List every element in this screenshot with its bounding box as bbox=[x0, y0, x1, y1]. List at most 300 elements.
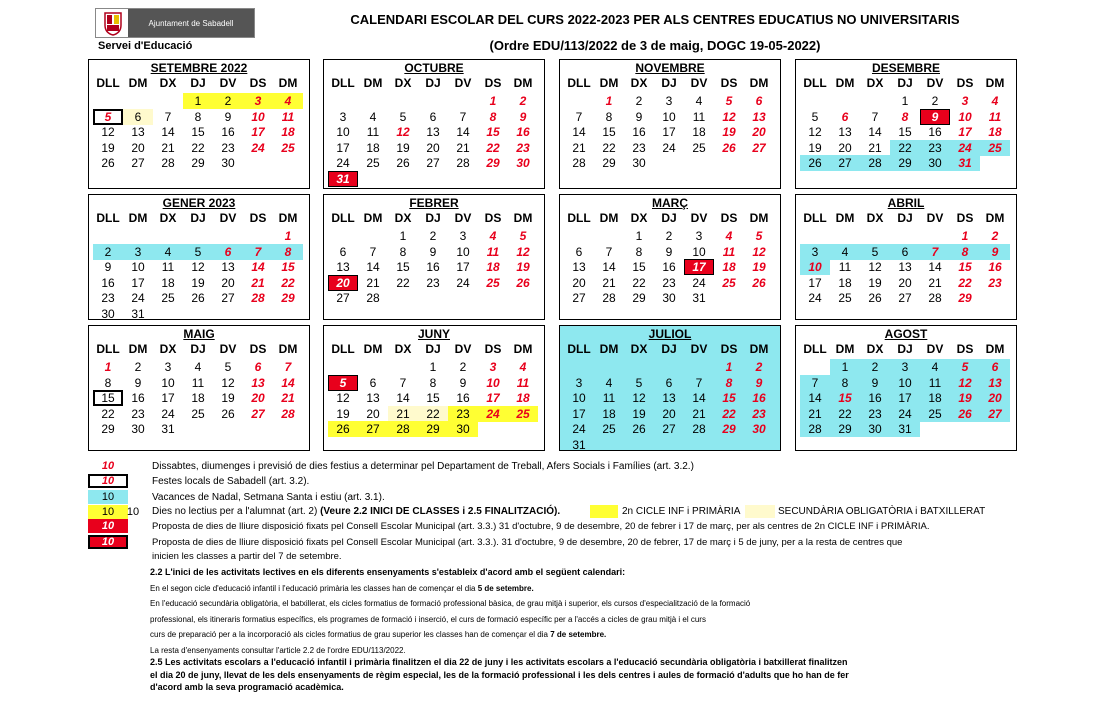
day-cell: 29 bbox=[890, 155, 920, 171]
day-cell: 7 bbox=[284, 360, 292, 374]
day-cell: 18 bbox=[838, 275, 852, 290]
empty-day-cell bbox=[448, 290, 478, 306]
empty-day-cell bbox=[418, 290, 448, 306]
week-row bbox=[89, 259, 309, 275]
weekday-header: DM bbox=[278, 76, 298, 90]
day-cell: 18 bbox=[486, 260, 500, 274]
service-name: Servei d'Educació bbox=[98, 40, 193, 52]
day-cell: 16 bbox=[752, 391, 766, 405]
weekday-header: DX bbox=[159, 342, 177, 356]
day-cell: 21 bbox=[572, 140, 586, 155]
week-row bbox=[89, 155, 309, 171]
day-cell: 3 bbox=[961, 94, 969, 108]
empty-day-cell bbox=[448, 93, 478, 109]
day-cell: 10 bbox=[890, 375, 920, 391]
day-cell: 20 bbox=[662, 406, 676, 421]
week-row bbox=[89, 275, 309, 291]
day-cell: 10 bbox=[336, 125, 350, 139]
empty-day-cell bbox=[654, 155, 684, 171]
empty-day-cell bbox=[950, 421, 980, 437]
page-title: CALENDARI ESCOLAR DEL CURS 2022-2023 PER ALS CENTRES EDUCATIUS NO UNIVERSITARIS bbox=[350, 12, 960, 27]
weekday-header: DV bbox=[690, 211, 708, 225]
day-cell: 8 bbox=[194, 109, 202, 124]
day-cell: 14 bbox=[161, 125, 175, 139]
day-cell: 24 bbox=[950, 140, 980, 156]
legend-yellow-label: 2n CICLE INF i PRIMÀRIA bbox=[622, 506, 741, 517]
day-cell: 11 bbox=[988, 109, 1002, 124]
day-cell: 15 bbox=[281, 260, 295, 274]
day-cell: 22 bbox=[281, 275, 295, 290]
note-2-5-a: 2.5 Les activitats escolars a l'educació infantil i primària finalitzen el dia 22 de juny i les activitats escolars a l'educació secundària obligatòria i batxillerat finalitzen bbox=[150, 657, 848, 667]
day-cell: 3 bbox=[489, 360, 497, 374]
weekday-header: DJ bbox=[661, 76, 677, 90]
day-cell: 10 bbox=[161, 375, 175, 390]
day-cell: 18 bbox=[366, 140, 380, 155]
weekday-header: DM bbox=[363, 342, 383, 356]
day-cell: 6 bbox=[429, 109, 437, 124]
day-cell: 24 bbox=[662, 140, 676, 155]
note-line-5: La resta d'ensenyaments consultar l'article 2.2 de l'ordre EDU/113/2022. bbox=[150, 645, 406, 655]
month-name: MARÇ bbox=[652, 196, 688, 210]
empty-day-cell bbox=[243, 421, 273, 437]
day-cell: 31 bbox=[328, 171, 358, 187]
day-cell: 7 bbox=[164, 109, 172, 124]
note-4-text: curs de preparació per a la incorporació als cicles formatius de grau superior les classes han de començar el dia bbox=[150, 630, 548, 639]
empty-day-cell bbox=[388, 171, 418, 187]
day-cell: 21 bbox=[602, 275, 616, 290]
day-cell: 2 bbox=[213, 93, 243, 109]
day-cell: 20 bbox=[131, 140, 145, 155]
week-row bbox=[560, 375, 780, 391]
weekday-header: DM bbox=[513, 342, 533, 356]
day-cell: 31 bbox=[161, 422, 175, 436]
week-row bbox=[796, 228, 1016, 244]
week-row bbox=[560, 93, 780, 109]
empty-day-cell bbox=[684, 359, 714, 375]
note-1-date: 5 de setembre. bbox=[477, 583, 534, 593]
week-row bbox=[796, 259, 1016, 275]
weekday-header: DM bbox=[599, 76, 619, 90]
day-cell: 26 bbox=[722, 140, 736, 155]
empty-day-cell bbox=[273, 155, 303, 171]
day-cell: 13 bbox=[336, 260, 350, 274]
weekday-header: DX bbox=[394, 76, 412, 90]
day-cell: 9 bbox=[920, 109, 950, 125]
notes-section bbox=[150, 565, 1090, 658]
weekday-header: DM bbox=[278, 342, 298, 356]
day-cell: 9 bbox=[104, 260, 112, 274]
day-cell: 15 bbox=[426, 391, 440, 405]
day-cell: 20 bbox=[752, 125, 766, 139]
day-cell: 13 bbox=[572, 260, 586, 274]
day-cell: 14 bbox=[251, 260, 265, 274]
legend-nonteaching-swatch-2: 10 bbox=[126, 506, 140, 518]
day-cell: 19 bbox=[752, 260, 766, 274]
day-cell: 1 bbox=[429, 360, 437, 374]
day-cell: 13 bbox=[131, 125, 145, 139]
day-cell: 9 bbox=[519, 109, 527, 124]
day-cell: 4 bbox=[369, 109, 377, 124]
weekday-header: DJ bbox=[897, 76, 913, 90]
day-cell: 13 bbox=[838, 125, 852, 139]
weekday-header: DM bbox=[128, 76, 148, 90]
day-cell: 28 bbox=[860, 155, 890, 171]
weekday-header: DJ bbox=[425, 211, 441, 225]
month-name: OCTUBRE bbox=[404, 61, 464, 75]
day-cell: 17 bbox=[958, 125, 972, 139]
day-cell: 5 bbox=[93, 109, 123, 125]
day-cell: 25 bbox=[281, 140, 295, 155]
day-cell: 22 bbox=[632, 275, 646, 290]
week-row bbox=[560, 244, 780, 260]
week-row bbox=[796, 155, 1016, 171]
day-cell: 31 bbox=[692, 291, 706, 305]
week-row bbox=[89, 359, 309, 375]
empty-day-cell bbox=[830, 93, 860, 109]
month-name: FEBRER bbox=[409, 196, 459, 210]
day-cell: 3 bbox=[800, 244, 830, 260]
day-cell: 19 bbox=[950, 390, 980, 406]
empty-day-cell bbox=[830, 228, 860, 244]
month-name: GENER 2023 bbox=[162, 196, 236, 210]
weekday-header: DS bbox=[720, 76, 738, 90]
empty-day-cell bbox=[714, 290, 744, 306]
weekday-header: DV bbox=[454, 342, 472, 356]
day-cell: 25 bbox=[191, 406, 205, 421]
month-octubre bbox=[323, 59, 545, 189]
day-cell: 14 bbox=[281, 375, 295, 390]
month-desembre bbox=[795, 59, 1017, 189]
day-cell: 7 bbox=[459, 109, 467, 124]
day-cell: 1 bbox=[605, 94, 613, 108]
empty-day-cell bbox=[153, 228, 183, 244]
day-cell: 28 bbox=[602, 291, 616, 305]
day-cell: 27 bbox=[336, 291, 350, 305]
weekday-header: DM bbox=[513, 76, 533, 90]
day-cell: 28 bbox=[388, 421, 418, 437]
day-cell: 8 bbox=[830, 375, 860, 391]
weekday-header: DV bbox=[926, 211, 944, 225]
week-row bbox=[89, 421, 309, 437]
week-row bbox=[796, 375, 1016, 391]
empty-day-cell bbox=[448, 171, 478, 187]
day-cell: 30 bbox=[860, 421, 890, 437]
day-cell: 21 bbox=[388, 406, 418, 422]
day-cell: 20 bbox=[426, 140, 440, 155]
day-cell: 28 bbox=[800, 421, 830, 437]
day-cell: 23 bbox=[221, 140, 235, 155]
day-cell: 29 bbox=[602, 156, 616, 170]
empty-day-cell bbox=[243, 306, 273, 322]
empty-day-cell bbox=[478, 171, 508, 187]
week-row bbox=[324, 406, 544, 422]
day-cell: 1 bbox=[399, 229, 407, 243]
empty-day-cell bbox=[478, 290, 508, 306]
day-cell: 25 bbox=[366, 156, 380, 170]
legend-nonteaching-label: Dies no lectius per a l'alumnat (art. 2) bbox=[152, 506, 318, 517]
empty-day-cell bbox=[654, 437, 684, 453]
month-gener bbox=[88, 194, 310, 320]
day-cell: 9 bbox=[134, 375, 142, 390]
day-cell: 21 bbox=[692, 406, 706, 421]
day-cell: 9 bbox=[755, 375, 763, 390]
day-cell: 26 bbox=[328, 421, 358, 437]
day-cell: 19 bbox=[221, 391, 235, 405]
weekday-header-row bbox=[324, 210, 544, 226]
empty-day-cell bbox=[594, 437, 624, 453]
day-cell: 12 bbox=[191, 260, 205, 274]
empty-day-cell bbox=[860, 228, 890, 244]
day-cell: 21 bbox=[456, 140, 470, 155]
weekday-header-row bbox=[560, 210, 780, 226]
empty-day-cell bbox=[744, 290, 774, 306]
weekday-header: DS bbox=[720, 211, 738, 225]
day-cell: 11 bbox=[722, 244, 736, 259]
day-cell: 25 bbox=[602, 422, 616, 436]
day-cell: 2 bbox=[635, 94, 643, 108]
legend-yellow-swatch bbox=[590, 505, 618, 518]
week-row bbox=[89, 306, 309, 322]
weekday-header: DX bbox=[630, 211, 648, 225]
weekday-header: DJ bbox=[190, 211, 206, 225]
empty-day-cell bbox=[183, 421, 213, 437]
month-name: SETEMBRE 2022 bbox=[150, 61, 248, 75]
day-cell: 16 bbox=[632, 125, 646, 139]
day-cell: 24 bbox=[572, 422, 586, 436]
day-cell: 19 bbox=[396, 140, 410, 155]
empty-day-cell bbox=[654, 359, 684, 375]
weekday-header: DJ bbox=[661, 342, 677, 356]
day-cell: 3 bbox=[339, 109, 347, 124]
day-cell: 23 bbox=[426, 275, 440, 290]
logo-text: Ajuntament de Sabadell bbox=[128, 9, 254, 37]
day-cell: 16 bbox=[101, 275, 115, 290]
empty-day-cell bbox=[594, 228, 624, 244]
weekday-header-row bbox=[89, 75, 309, 91]
day-cell: 15 bbox=[602, 125, 616, 139]
day-cell: 10 bbox=[486, 375, 500, 390]
day-cell: 6 bbox=[123, 109, 153, 125]
empty-day-cell bbox=[624, 359, 654, 375]
empty-day-cell bbox=[183, 306, 213, 322]
day-cell: 25 bbox=[161, 291, 175, 305]
day-cell: 27 bbox=[358, 421, 388, 437]
empty-day-cell bbox=[358, 93, 388, 109]
day-cell: 11 bbox=[281, 109, 295, 124]
day-cell: 21 bbox=[800, 406, 830, 422]
day-cell: 10 bbox=[692, 244, 706, 259]
weekday-header-row bbox=[324, 75, 544, 91]
day-cell: 17 bbox=[161, 391, 175, 405]
weekday-header: DV bbox=[219, 76, 237, 90]
week-row bbox=[324, 375, 544, 391]
weekday-header-row bbox=[89, 210, 309, 226]
day-cell: 7 bbox=[800, 375, 830, 391]
day-cell: 20 bbox=[366, 406, 380, 421]
empty-day-cell bbox=[564, 228, 594, 244]
day-cell: 26 bbox=[950, 406, 980, 422]
week-row bbox=[560, 406, 780, 422]
day-cell: 8 bbox=[489, 109, 497, 124]
day-cell: 24 bbox=[251, 140, 265, 155]
day-cell: 14 bbox=[602, 260, 616, 274]
week-row bbox=[796, 93, 1016, 109]
day-cell: 18 bbox=[516, 391, 530, 405]
weekday-header: DM bbox=[985, 76, 1005, 90]
day-cell: 27 bbox=[898, 291, 912, 305]
week-row bbox=[560, 124, 780, 140]
day-cell: 1 bbox=[725, 360, 733, 374]
day-cell: 8 bbox=[605, 109, 613, 124]
day-cell: 1 bbox=[104, 360, 112, 374]
day-cell: 30 bbox=[920, 155, 950, 171]
day-cell: 26 bbox=[632, 422, 646, 436]
day-cell: 22 bbox=[830, 406, 860, 422]
empty-day-cell bbox=[744, 437, 774, 453]
weekday-header: DLL bbox=[96, 342, 120, 356]
weekday-header-row bbox=[796, 210, 1016, 226]
day-cell: 9 bbox=[980, 244, 1010, 260]
day-cell: 8 bbox=[950, 244, 980, 260]
week-row bbox=[324, 109, 544, 125]
note-2-5 bbox=[150, 656, 990, 694]
weekday-header: DM bbox=[128, 211, 148, 225]
empty-day-cell bbox=[358, 171, 388, 187]
day-cell: 12 bbox=[336, 391, 350, 405]
day-cell: 21 bbox=[281, 391, 295, 405]
empty-day-cell bbox=[273, 306, 303, 322]
day-cell: 24 bbox=[336, 156, 350, 170]
note-4-date: 7 de setembre. bbox=[550, 630, 607, 639]
empty-day-cell bbox=[123, 228, 153, 244]
day-cell: 20 bbox=[572, 275, 586, 290]
day-cell: 1 bbox=[830, 359, 860, 375]
day-cell: 9 bbox=[224, 109, 232, 124]
day-cell: 3 bbox=[890, 359, 920, 375]
empty-day-cell bbox=[93, 228, 123, 244]
day-cell: 5 bbox=[519, 229, 527, 243]
day-cell: 26 bbox=[868, 291, 882, 305]
day-cell: 27 bbox=[980, 406, 1010, 422]
week-row bbox=[560, 228, 780, 244]
month-name: MAIG bbox=[183, 327, 215, 341]
day-cell: 6 bbox=[841, 109, 849, 124]
weekday-header: DLL bbox=[567, 76, 591, 90]
legend-red2-text-a: Proposta de dies de lliure disposició fixats pel Consell Escolar Municipal (art. 3.3.). 31 d'octubre, 9 de desembre, 20 de febrer, 17 de març i 5 de juny, per a la resta de centres que bbox=[152, 537, 903, 548]
empty-day-cell bbox=[243, 228, 273, 244]
day-cell: 19 bbox=[808, 140, 822, 155]
day-cell: 17 bbox=[572, 406, 586, 421]
week-row bbox=[560, 155, 780, 171]
day-cell: 14 bbox=[456, 125, 470, 139]
weekday-header: DV bbox=[926, 342, 944, 356]
day-cell: 28 bbox=[161, 156, 175, 170]
day-cell: 25 bbox=[508, 406, 538, 422]
note-2-5-b: el dia 20 de juny, llevat de les dels ensenyaments de règim especial, les de la formació professional i les dels centres i aules de formació d'adults que ho han de fer bbox=[150, 669, 849, 680]
empty-day-cell bbox=[800, 228, 830, 244]
month-març bbox=[559, 194, 781, 320]
day-cell: 20 bbox=[838, 140, 852, 155]
note-2-2-title: 2.2 L'inici de les activitats lectives en els diferents ensenyaments s'estableix d'acord amb el següent calendari: bbox=[150, 567, 626, 577]
weekday-header: DS bbox=[956, 76, 974, 90]
day-cell: 27 bbox=[131, 156, 145, 170]
empty-day-cell bbox=[684, 437, 714, 453]
weekday-header-row bbox=[89, 341, 309, 357]
day-cell: 18 bbox=[281, 125, 295, 139]
day-cell: 10 bbox=[662, 109, 676, 124]
day-cell: 13 bbox=[366, 391, 380, 405]
week-row bbox=[796, 290, 1016, 306]
weekday-header: DV bbox=[690, 76, 708, 90]
legend-nonteaching-text bbox=[152, 506, 560, 517]
day-cell: 12 bbox=[868, 260, 882, 274]
day-cell: 16 bbox=[662, 260, 676, 274]
day-cell: 4 bbox=[991, 94, 999, 108]
day-cell: 25 bbox=[920, 406, 950, 422]
day-cell: 12 bbox=[950, 375, 980, 391]
day-cell: 24 bbox=[692, 275, 706, 290]
empty-day-cell bbox=[980, 290, 1010, 306]
day-cell: 17 bbox=[336, 140, 350, 155]
week-row bbox=[560, 390, 780, 406]
day-cell: 6 bbox=[575, 244, 583, 259]
day-cell: 22 bbox=[191, 140, 205, 155]
day-cell: 17 bbox=[456, 260, 470, 274]
weekday-header: DJ bbox=[897, 211, 913, 225]
day-cell: 21 bbox=[161, 140, 175, 155]
week-row bbox=[796, 390, 1016, 406]
month-abril bbox=[795, 194, 1017, 320]
day-cell: 24 bbox=[808, 291, 822, 305]
empty-day-cell bbox=[358, 228, 388, 244]
day-cell: 4 bbox=[519, 360, 527, 374]
week-row bbox=[796, 244, 1016, 260]
day-cell: 5 bbox=[950, 359, 980, 375]
day-cell: 23 bbox=[752, 406, 766, 421]
day-cell: 12 bbox=[752, 244, 766, 259]
day-cell: 24 bbox=[131, 291, 145, 305]
day-cell: 14 bbox=[692, 391, 706, 405]
month-name: NOVEMBRE bbox=[635, 61, 705, 75]
day-cell: 24 bbox=[478, 406, 508, 422]
day-cell: 6 bbox=[213, 244, 243, 260]
week-row bbox=[324, 259, 544, 275]
day-cell: 4 bbox=[194, 360, 202, 374]
day-cell: 29 bbox=[191, 156, 205, 170]
day-cell: 6 bbox=[339, 244, 347, 259]
day-cell: 22 bbox=[418, 406, 448, 422]
weekday-header: DJ bbox=[897, 342, 913, 356]
day-cell: 18 bbox=[161, 275, 175, 290]
week-row bbox=[560, 109, 780, 125]
day-cell: 11 bbox=[838, 260, 852, 274]
week-row bbox=[89, 290, 309, 306]
week-row bbox=[324, 275, 544, 291]
day-cell: 3 bbox=[123, 244, 153, 260]
empty-day-cell bbox=[920, 421, 950, 437]
week-row bbox=[89, 124, 309, 140]
weekday-header: DLL bbox=[331, 211, 355, 225]
day-cell: 7 bbox=[871, 109, 879, 124]
empty-day-cell bbox=[388, 359, 418, 375]
day-cell: 6 bbox=[890, 244, 920, 260]
empty-day-cell bbox=[328, 359, 358, 375]
weekday-header: DX bbox=[630, 76, 648, 90]
day-cell: 7 bbox=[695, 375, 703, 390]
day-cell: 23 bbox=[860, 406, 890, 422]
week-row bbox=[796, 421, 1016, 437]
day-cell: 10 bbox=[251, 109, 265, 124]
